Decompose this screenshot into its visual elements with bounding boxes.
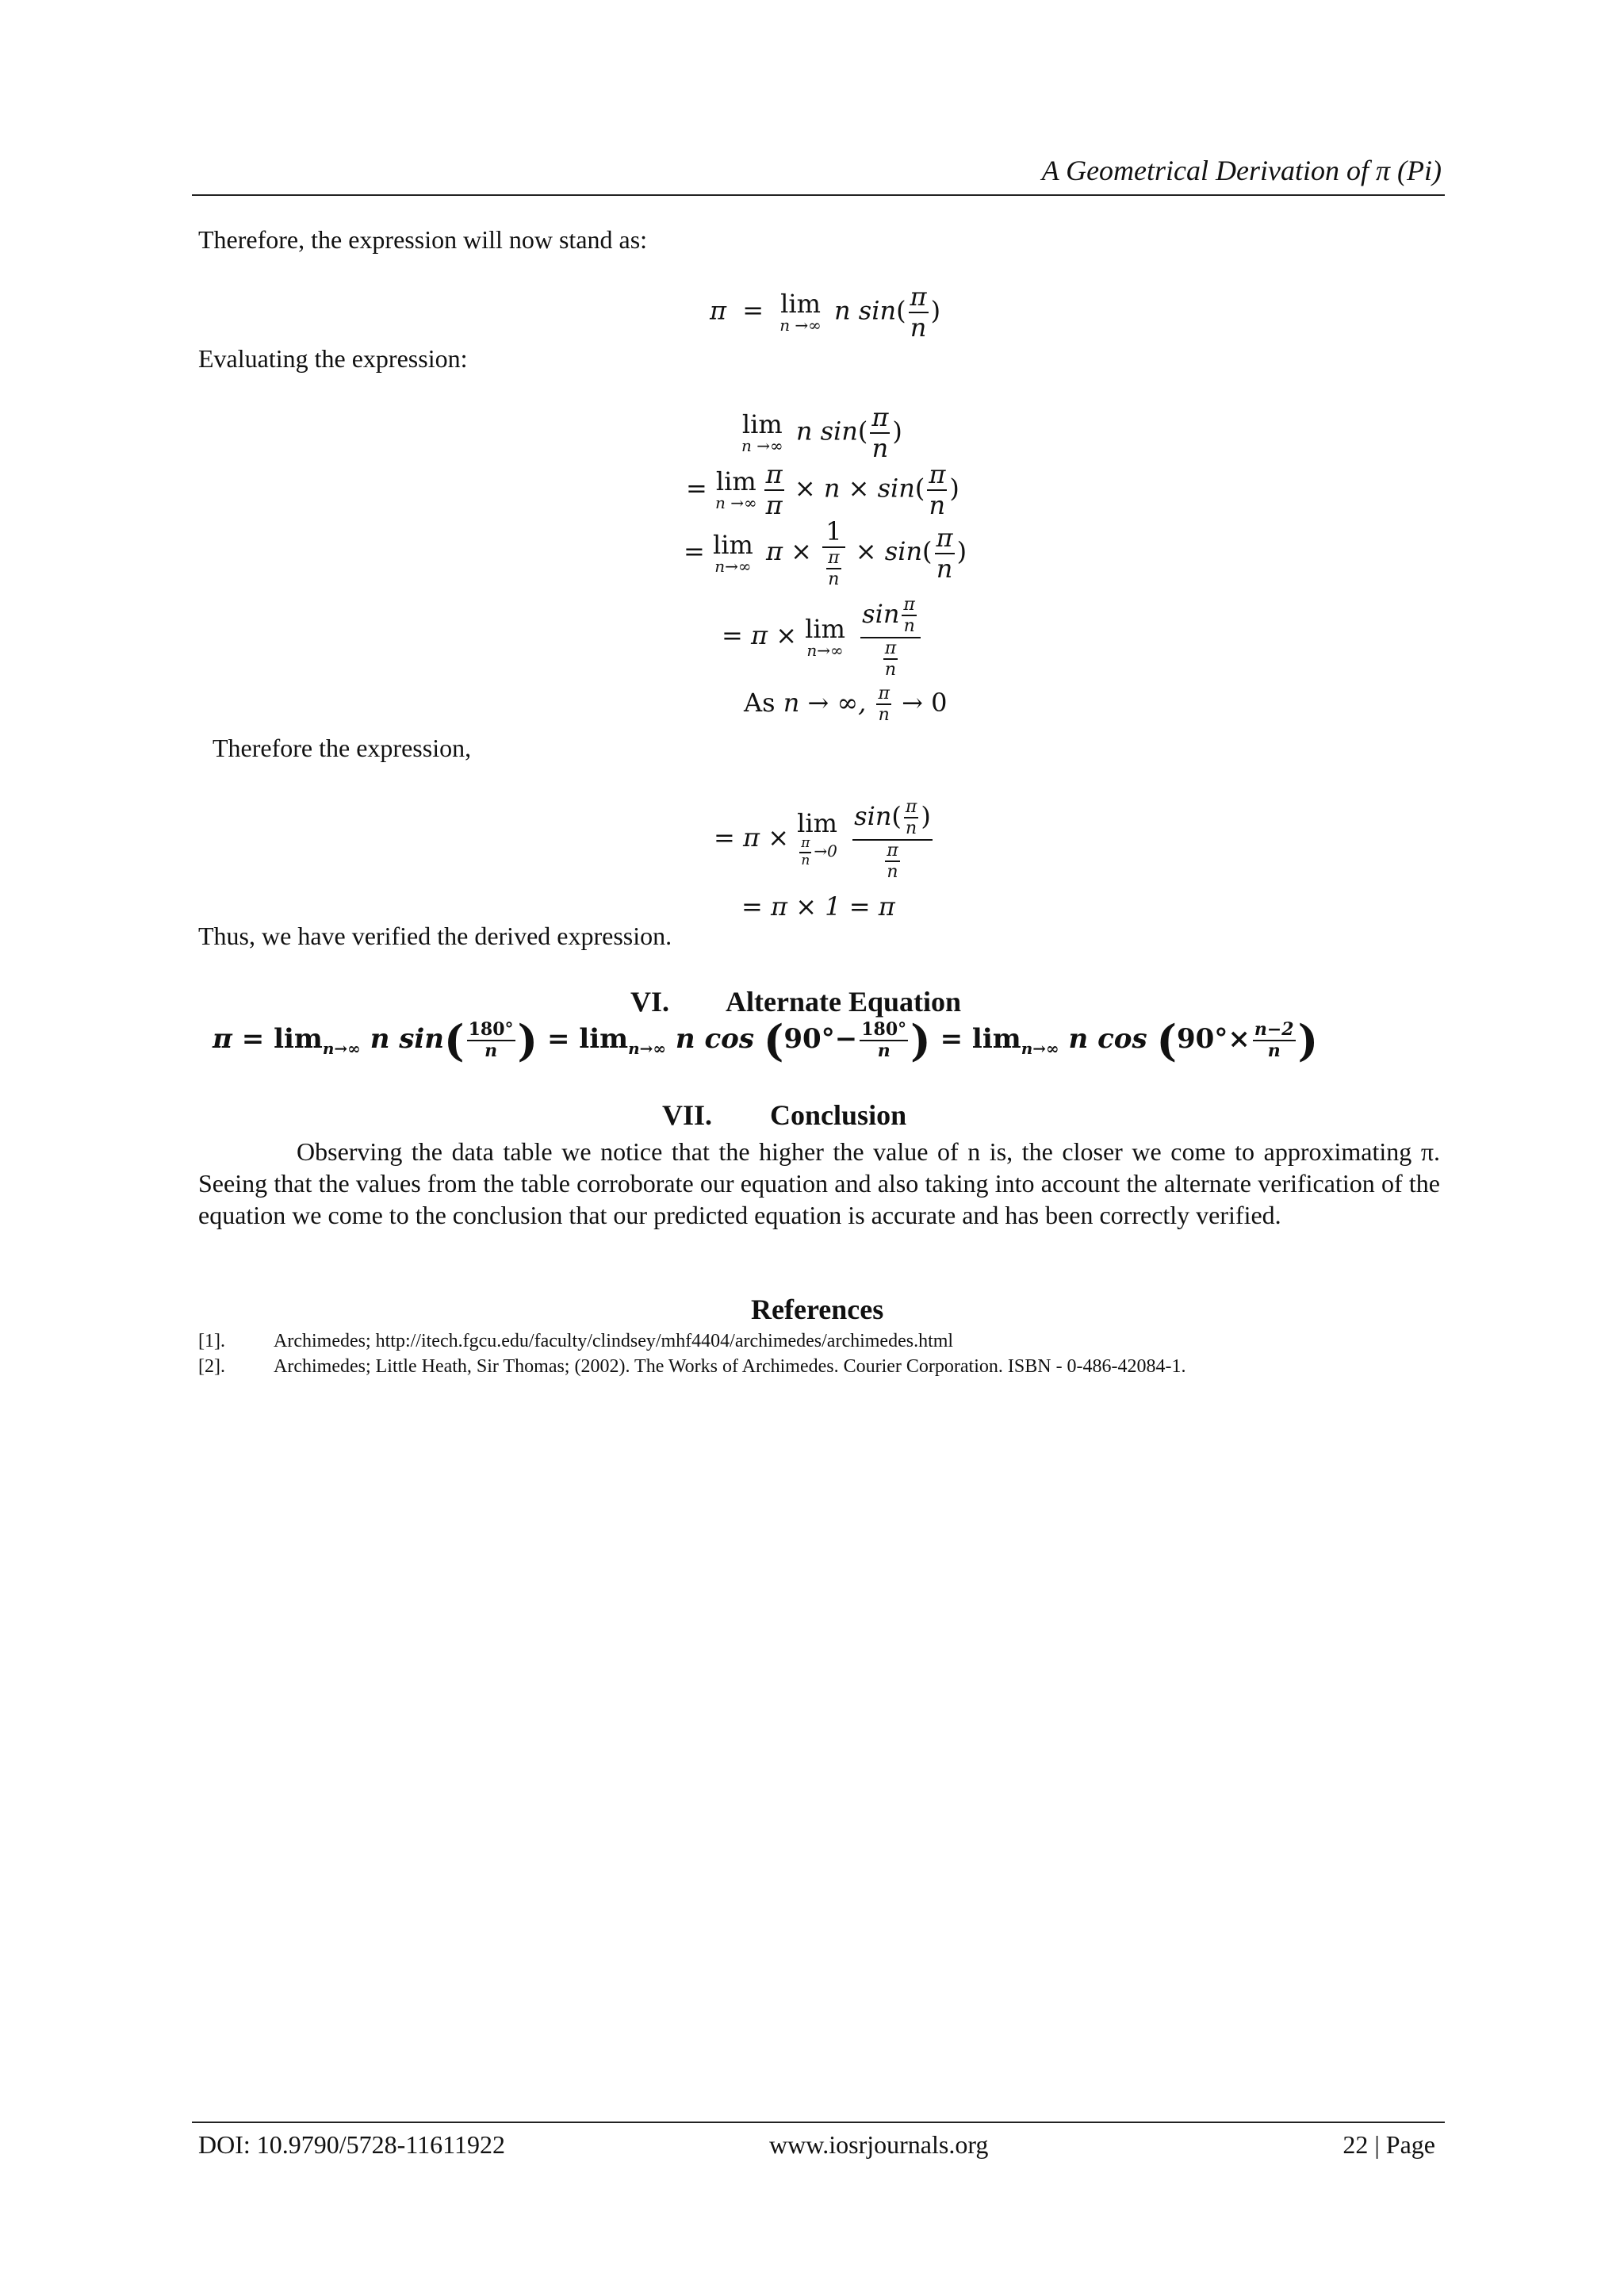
running-header-title: A Geometrical Derivation of π (Pi): [1041, 155, 1442, 186]
thus-text: Thus, we have verified the derived expression.: [198, 922, 672, 950]
conclusion-paragraph: Observing the data table we notice that the higher the value of n is, the closer we come to approximating π. Seeing that the values from the table corroborate our equation and also taking into account the alternate verification of the equation we come to the conclusion that our predicted equation is accurate and has been correctly verified.: [198, 1137, 1440, 1229]
intro-text: Therefore, the expression will now stand as:: [198, 225, 648, 254]
main-equation: π = lim n →∞ n sin( $\frac{\pi}{n}$ ): [710, 282, 941, 343]
derivation-result: = π × 1 = π: [741, 891, 895, 922]
n-variable: n: [834, 295, 851, 326]
section-6-title: Alternate Equation: [726, 986, 962, 1018]
derivation-step-1: lim n →∞ n sin( $\frac{\pi}{n}$ ): [741, 402, 902, 463]
section-7-title: Conclusion: [770, 1099, 907, 1131]
equals-sign: =: [742, 295, 764, 326]
reference-2-number: [2].: [198, 1356, 225, 1377]
footer-rule: [192, 2122, 1445, 2123]
references-heading: References: [751, 1294, 884, 1325]
section-7-number: VII.: [662, 1099, 713, 1131]
footer-site: www.iosrjournals.org: [769, 2130, 989, 2159]
therefore-text: Therefore the expression,: [213, 734, 472, 762]
section-6-heading: [630, 985, 961, 1018]
reference-1-number: [1].: [198, 1331, 225, 1351]
limit-operator: lim n →∞: [779, 288, 822, 335]
derivation-step-3: = lim n→∞ π × $\frac{1}{\frac{\pi}{n}}$ × sin( $\frac{\pi}{n}$ ): [684, 516, 967, 590]
as-n-to-infinity: As n → ∞, $\frac{\pi}{n}$ → 0: [744, 684, 948, 726]
derivation-step-5: = π × lim $\frac{\pi}{n}$ →0 sin( $\frac{\pi}{n}$ ) $\frac{\pi}{n}$: [714, 797, 931, 882]
alternate-equation: $\pi = \lim_{n\to\infty} n$ sin( $\frac{180^\circ}{n}$ ) = $\lim_{n\to\infty} n$ cos (90°− $\frac{180^\circ}{n}$ ) = $\lim_{n\to\infty} n$ cos (90°× $\frac{n-2}{n}$ ): [213, 1015, 1319, 1066]
section-7-heading: [662, 1098, 906, 1132]
section-6-number: VI.: [630, 986, 670, 1018]
footer-page-number: 22 | Page: [1342, 2130, 1435, 2159]
derivation-step-4: = π × lim n→∞ sin $\frac{\pi}{n}$ $\frac{\pi}{n}$: [722, 595, 923, 680]
reference-2-text: Archimedes; Little Heath, Sir Thomas; (2002). The Works of Archimedes. Courier Corporation. ISBN - 0-486-42084-1.: [274, 1356, 1186, 1377]
derivation-step-2: = lim n →∞ $\frac{\pi}{\pi}$ × n × sin( $\frac{\pi}{n}$ ): [686, 459, 959, 520]
evaluating-text: Evaluating the expression:: [198, 344, 468, 373]
footer-doi: DOI: 10.9790/5728-11611922: [198, 2130, 505, 2159]
pi-over-n-fraction: $\frac{\pi}{n}$: [910, 282, 927, 343]
sin-function: sin: [858, 295, 897, 326]
header-rule: [192, 194, 1445, 196]
reference-1-text: Archimedes; http://itech.fgcu.edu/faculty/clindsey/mhf4404/archimedes/archimedes.html: [274, 1331, 954, 1351]
pi-symbol: π: [710, 295, 727, 326]
